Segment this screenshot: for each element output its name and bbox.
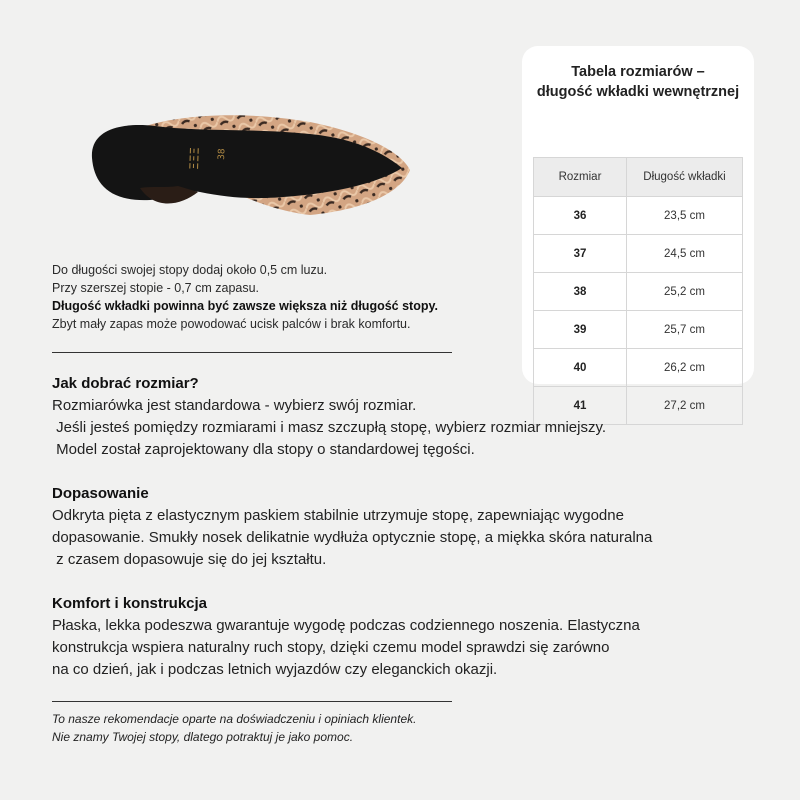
- size-cell: 40: [534, 349, 627, 387]
- section-text: konstrukcja wspiera naturalny ruch stopy, dzięki czemu model sprawdzi się zarówno: [52, 639, 610, 656]
- size-cell: 41: [534, 387, 627, 425]
- length-cell: 26,2 cm: [627, 349, 743, 387]
- disclaimer: To nasze rekomendacje oparte na doświadczeniu i opiniach klientek. Nie znamy Twojej stopy, dlatego potraktuj je jako pomoc.: [52, 712, 417, 744]
- section-text: Płaska, lekka podeszwa gwarantuje wygodę podczas codziennego noszenia. Elastyczna: [52, 617, 640, 634]
- length-cell: 23,5 cm: [627, 197, 743, 235]
- size-chart-card: [522, 46, 754, 412]
- length-cell: 25,7 cm: [627, 311, 743, 349]
- shoe-illustration: [80, 60, 460, 260]
- section-text: Model został zaprojektowany dla stopy o standardowej tęgości.: [52, 441, 475, 458]
- hint-line: Do długości swojej stopy dodaj około 0,5 cm luzu.: [52, 263, 328, 277]
- size-cell: 38: [534, 273, 627, 311]
- section-text: Jeśli jesteś pomiędzy rozmiarami i masz szczupłą stopę, wybierz rozmiar mniejszy.: [52, 419, 607, 436]
- size-cell: 36: [534, 197, 627, 235]
- table-row: [534, 235, 743, 273]
- divider: [52, 701, 452, 702]
- size-cell: 39: [534, 311, 627, 349]
- length-cell: 25,2 cm: [627, 273, 743, 311]
- table-row: [534, 273, 743, 311]
- hint-line: Przy szerszej stopie - 0,7 cm zapasu.: [52, 281, 260, 295]
- section-text: z czasem dopasowuje się do jej kształtu.: [52, 551, 327, 568]
- table-row: [534, 197, 743, 235]
- sole-size-print: 38: [217, 148, 228, 161]
- section-heading: Komfort i konstrukcja: [52, 595, 208, 612]
- hint-line-bold: Długość wkładki powinna być zawsze większa niż długość stopy.: [52, 299, 438, 313]
- table-row: [534, 311, 743, 349]
- section-fit: [52, 483, 772, 571]
- section-comfort-construction: [52, 593, 772, 681]
- size-cell: 37: [534, 235, 627, 273]
- column-header-length: Długość wkładki: [627, 158, 743, 197]
- size-table-header: [534, 158, 743, 197]
- length-cell: 27,2 cm: [627, 387, 743, 425]
- section-text: dopasowanie. Smukły nosek delikatnie wydłuża optycznie stopę, a miękka skóra naturalna: [52, 529, 653, 546]
- length-cell: 24,5 cm: [627, 235, 743, 273]
- section-how-to-choose-size: [52, 373, 772, 461]
- shoe-sole-image: [80, 60, 460, 260]
- section-text: Odkryta pięta z elastycznym paskiem stabilnie utrzymuje stopę, zapewniając wygodne: [52, 507, 624, 524]
- section-text: na co dzień, jak i podczas letnich wyjazdów czy eleganckich okazji.: [52, 661, 498, 678]
- fit-hints: [52, 261, 438, 333]
- divider: [52, 352, 452, 353]
- hint-line: Zbyt mały zapas może powodować ucisk palców i brak komfortu.: [52, 317, 411, 331]
- section-text: Rozmiarówka jest standardowa - wybierz swój rozmiar.: [52, 397, 417, 414]
- sole-print: ΞΞΞ: [187, 146, 202, 171]
- section-heading: Dopasowanie: [52, 485, 149, 502]
- column-header-size: Rozmiar: [534, 158, 627, 197]
- section-heading: Jak dobrać rozmiar?: [52, 375, 199, 392]
- size-chart-title: Tabela rozmiarów – długość wkładki wewnętrznej: [536, 64, 740, 100]
